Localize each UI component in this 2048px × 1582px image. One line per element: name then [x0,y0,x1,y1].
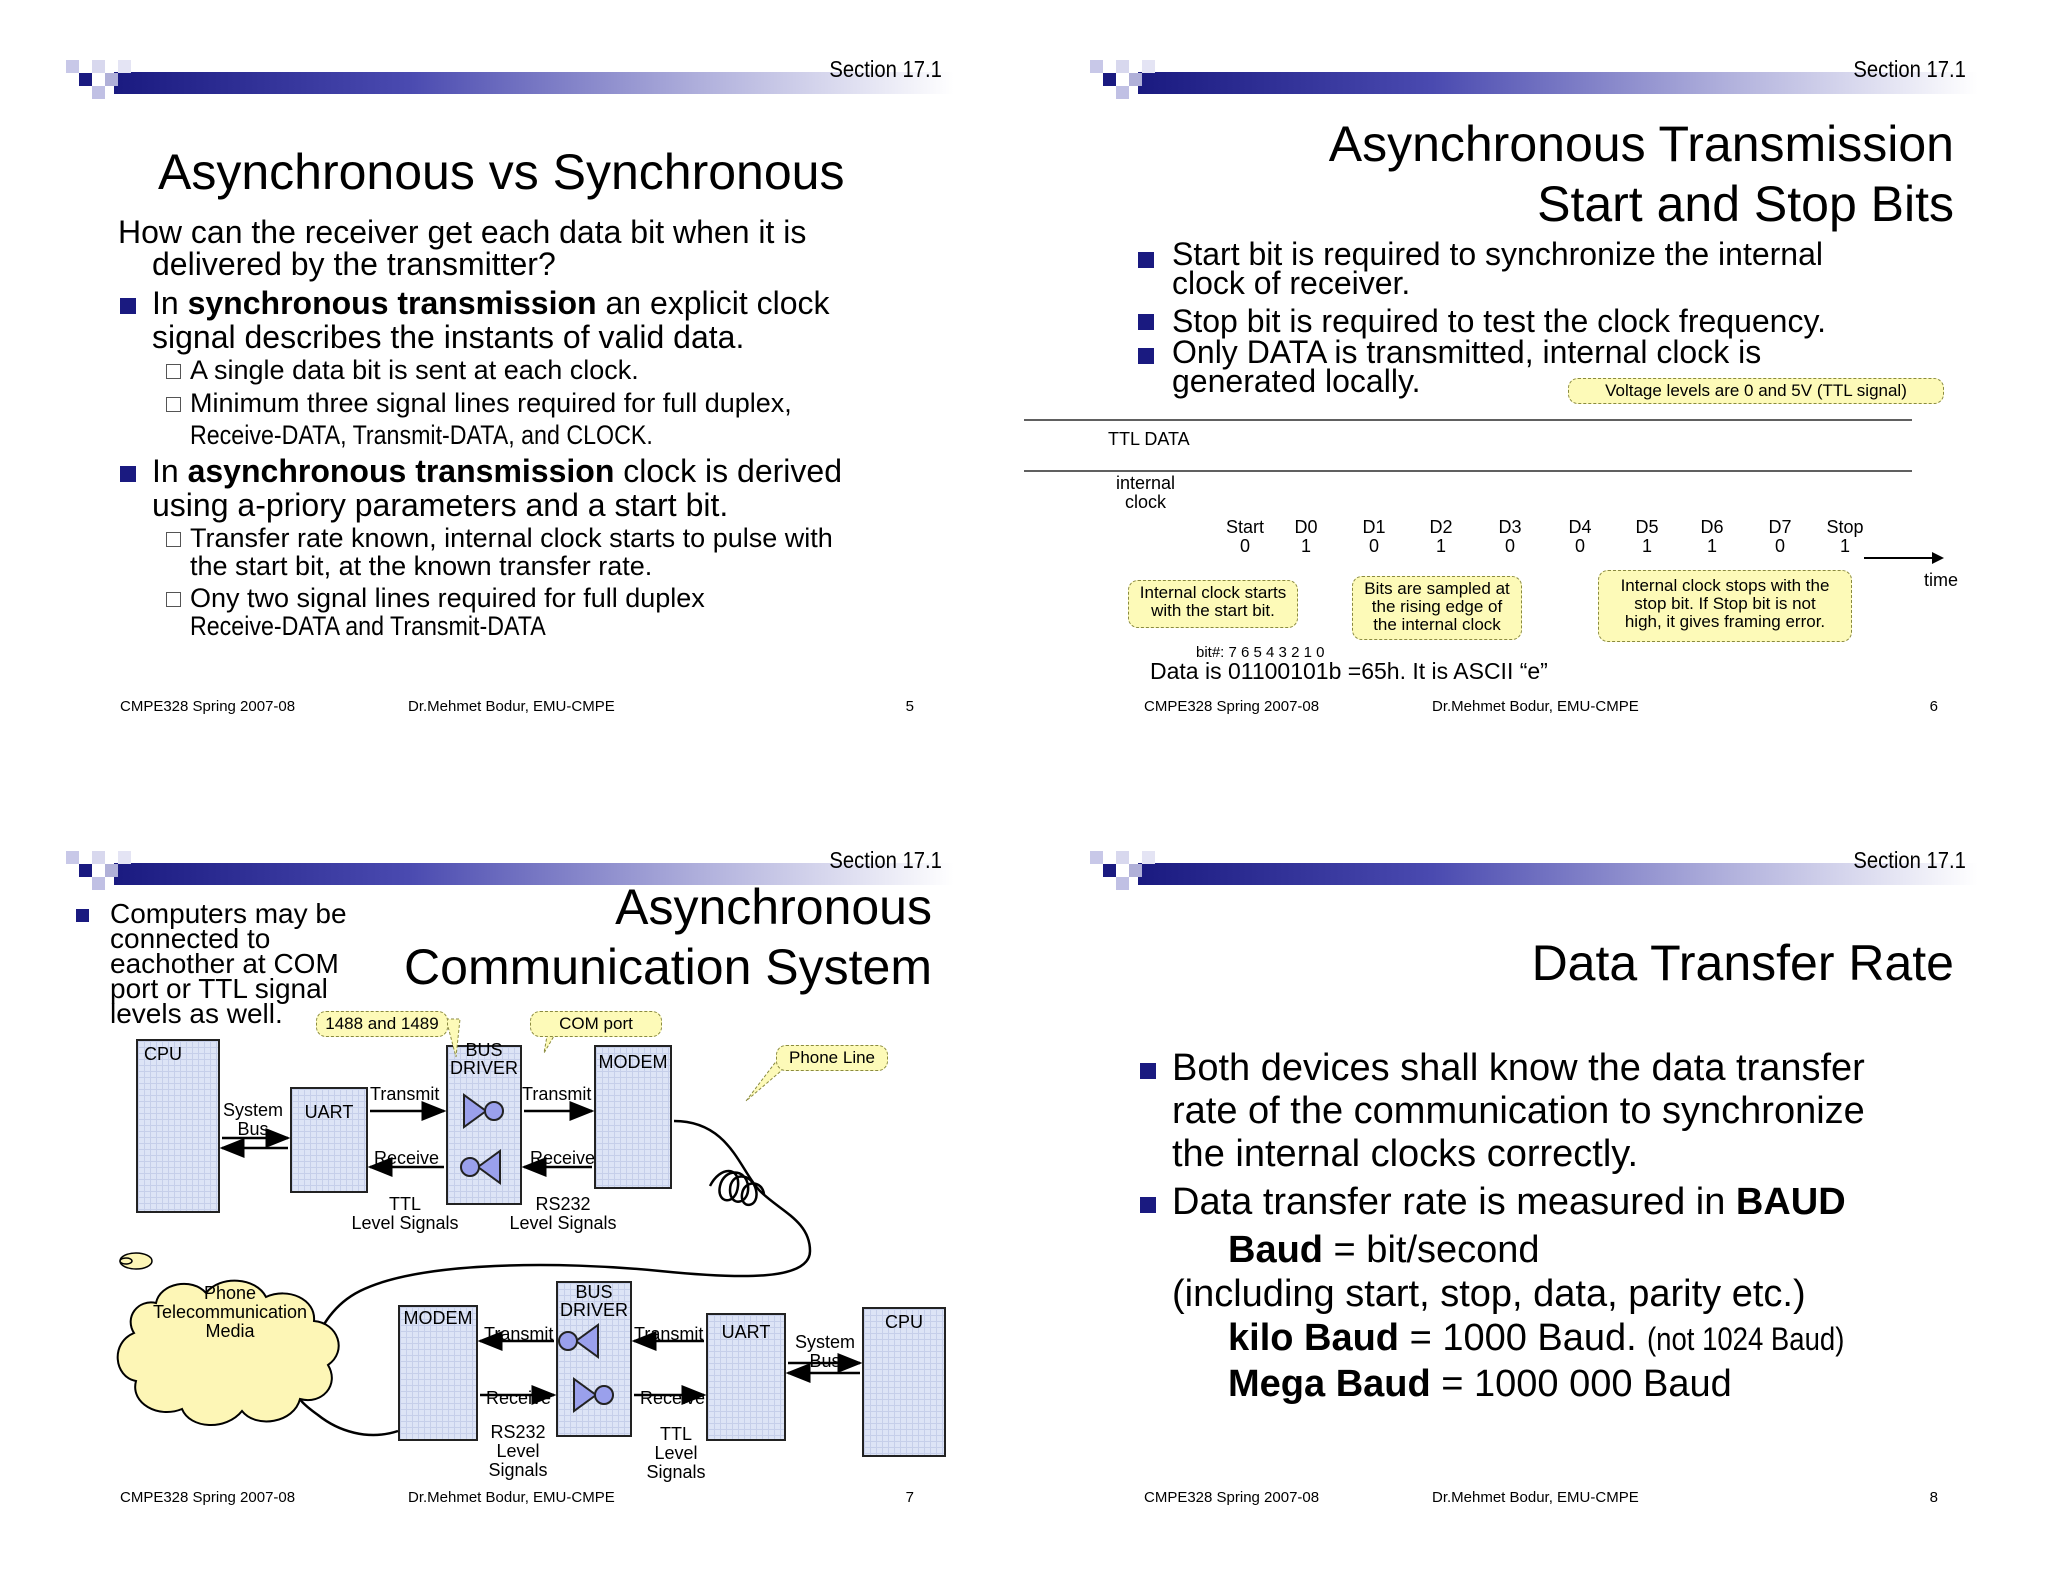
callout-clock-start: Internal clock starts with the start bit. [1128,580,1298,628]
sub-bullet-marker [166,397,181,412]
baud-definition: Baud = bit/second [1228,1229,1540,1271]
sub-bullet-2-line-2: Receive-DATA, Transmit-DATA, and CLOCK. [190,420,653,450]
bullet-async: In asynchronous transmission clock is derived [152,453,842,489]
uart-label-2: UART [721,1322,771,1342]
sub-bullet-3: Transfer rate known, internal clock starts to pulse with [190,523,833,553]
page-number: 5 [905,698,914,715]
bullet-marker [1140,1197,1156,1213]
page-number: 7 [905,1489,914,1506]
transmit-label: Transmit [484,1324,554,1344]
system-bus-label: System Bus [222,1100,283,1139]
kilo-baud: kilo Baud = 1000 Baud. (not 1024 Baud) [1228,1317,1845,1359]
footer-author: Dr.Mehmet Bodur, EMU-CMPE [408,698,615,715]
callout-sampling: Bits are sampled at the rising edge of the internal clock [1352,576,1522,640]
bullet-marker [1140,1063,1156,1079]
including-note: (including start, stop, data, parity etc.) [1172,1273,1806,1315]
bullet-only-data: Only DATA is transmitted, internal clock is generated locally. [1172,334,1762,399]
footer-course: CMPE328 Spring 2007-08 [1144,698,1320,715]
bit-d2: D2 1 [1429,517,1453,556]
cpu-label: CPU [144,1044,183,1064]
rs232-level-signals-label: RS232 Level Signals [509,1194,617,1233]
ttl-level-signals-label-2: TTL Level Signals [646,1424,706,1482]
section-label: Section 17.1 [829,56,942,82]
footer-course: CMPE328 Spring 2007-08 [1144,1489,1320,1506]
cloud-label: Phone Telecommunication Media [152,1283,308,1341]
bullet-start-bit: Start bit is required to synchronize the internal clock of receiver. [1172,236,1823,301]
receive-label: Receive [486,1388,552,1408]
page-number: 8 [1929,1489,1938,1506]
receive-label: Receive [374,1148,440,1168]
bit-stop: Stop 1 [1826,517,1864,556]
uart-label: UART [304,1102,354,1122]
bit-d6: D6 1 [1700,517,1724,556]
bullet-marker [120,298,136,314]
sub-bullet-4-line-2: Receive-DATA and Transmit-DATA [190,611,546,641]
bit-start: Start 0 [1225,517,1264,556]
callout-voltage: Voltage levels are 0 and 5V (TTL signal) [1568,378,1944,404]
ttl-data-label: TTL DATA [1108,429,1190,449]
ttl-level-signals-label: TTL Level Signals [351,1194,459,1233]
sub-bullet-marker [166,364,181,379]
slide-5 [0,0,1024,791]
bit-d4: D4 0 [1568,517,1592,556]
callout-com-port: COM port [530,1011,662,1037]
bullet-stop-bit: Stop bit is required to test the clock frequency. [1172,303,1826,339]
footer-author: Dr.Mehmet Bodur, EMU-CMPE [1432,698,1639,715]
time-label: time [1924,570,1959,590]
data-line: Data is 01100101b =65h. It is ASCII “e” [1150,658,1548,684]
sub-bullet-marker [166,532,181,547]
section-label: Section 17.1 [1853,847,1966,873]
footer-author: Dr.Mehmet Bodur, EMU-CMPE [1432,1489,1639,1506]
modem-label: MODEM [598,1052,668,1072]
bit-number-row: bit#: 7 6 5 4 3 2 1 0 [1196,644,1325,661]
question-line-2: delivered by the transmitter? [152,246,556,282]
bullet-async-line-2: using a-priory parameters and a start bit. [152,487,729,523]
cpu-label-2: CPU [884,1312,923,1332]
transmit-label: Transmit [634,1324,704,1344]
bullet-computers: Computers may be connected to eachother at COM port or TTL signal levels as well. [110,898,347,1029]
slide-title: Asynchronous Communication System [404,879,932,995]
transmit-label: Transmit [370,1084,440,1104]
slide-8 [1024,791,2048,1582]
bullet-sync: In synchronous transmission an explicit clock [152,285,830,321]
section-label: Section 17.1 [829,847,942,873]
bullet-baud: Data transfer rate is measured in BAUD [1172,1181,1846,1223]
bit-d1: D1 0 [1362,517,1386,556]
bit-d5: D5 1 [1635,517,1659,556]
bit-d7: D7 0 [1768,517,1792,556]
bit-d3: D3 0 [1498,517,1522,556]
sub-bullet-2: Minimum three signal lines required for full duplex, [190,388,792,418]
header-decoration [66,60,956,102]
callout-phone-line: Phone Line [776,1045,888,1071]
sub-bullet-marker [166,592,181,607]
slide-title: Data Transfer Rate [1531,935,1954,991]
slide-title: Asynchronous vs Synchronous [158,144,845,200]
bus-driver-label-2: BUS DRIVER [559,1282,628,1320]
footer-course: CMPE328 Spring 2007-08 [120,1489,296,1506]
callout-1488: 1488 and 1489 [316,1011,448,1037]
callout-clock-stop: Internal clock stops with the stop bit. If Stop bit is not high, it gives framing error. [1598,570,1852,642]
section-label: Section 17.1 [1853,56,1966,82]
slide-title: Asynchronous Transmission Start and Stop Bits [1328,116,1954,232]
bullet-sync-line-2: signal describes the instants of valid data. [152,319,745,355]
transmit-label: Transmit [522,1084,592,1104]
bullet-marker [120,466,136,482]
bullet-both-devices: Both devices shall know the data transfer rate of the communication to synchronize the internal clocks correctly. [1172,1047,1865,1175]
receive-label: Receive [640,1388,706,1408]
page-number: 6 [1929,698,1938,715]
slide-6 [1024,0,2048,791]
sub-bullet-4: Ony two signal lines required for full duplex [190,583,705,613]
bus-driver-label: BUS DRIVER [449,1040,518,1078]
question-line-1: How can the receiver get each data bit when it is [118,214,807,250]
system-bus-label-2: System Bus [794,1332,855,1371]
footer-course: CMPE328 Spring 2007-08 [120,698,296,715]
receive-label: Receive [530,1148,596,1168]
mega-baud: Mega Baud = 1000 000 Baud [1228,1363,1732,1405]
slide-7 [0,791,1024,1582]
bit-d0: D0 1 [1294,517,1318,556]
header-decoration [1090,851,1980,893]
sub-bullet-1: A single data bit is sent at each clock. [190,355,639,385]
rs232-level-signals-label-2: RS232 Level Signals [488,1422,548,1480]
footer-author: Dr.Mehmet Bodur, EMU-CMPE [408,1489,615,1506]
internal-clock-label: internal clock [1116,473,1176,512]
sub-bullet-3-line-2: the start bit, at the known transfer rate. [190,551,653,581]
modem-label-2: MODEM [403,1308,473,1328]
